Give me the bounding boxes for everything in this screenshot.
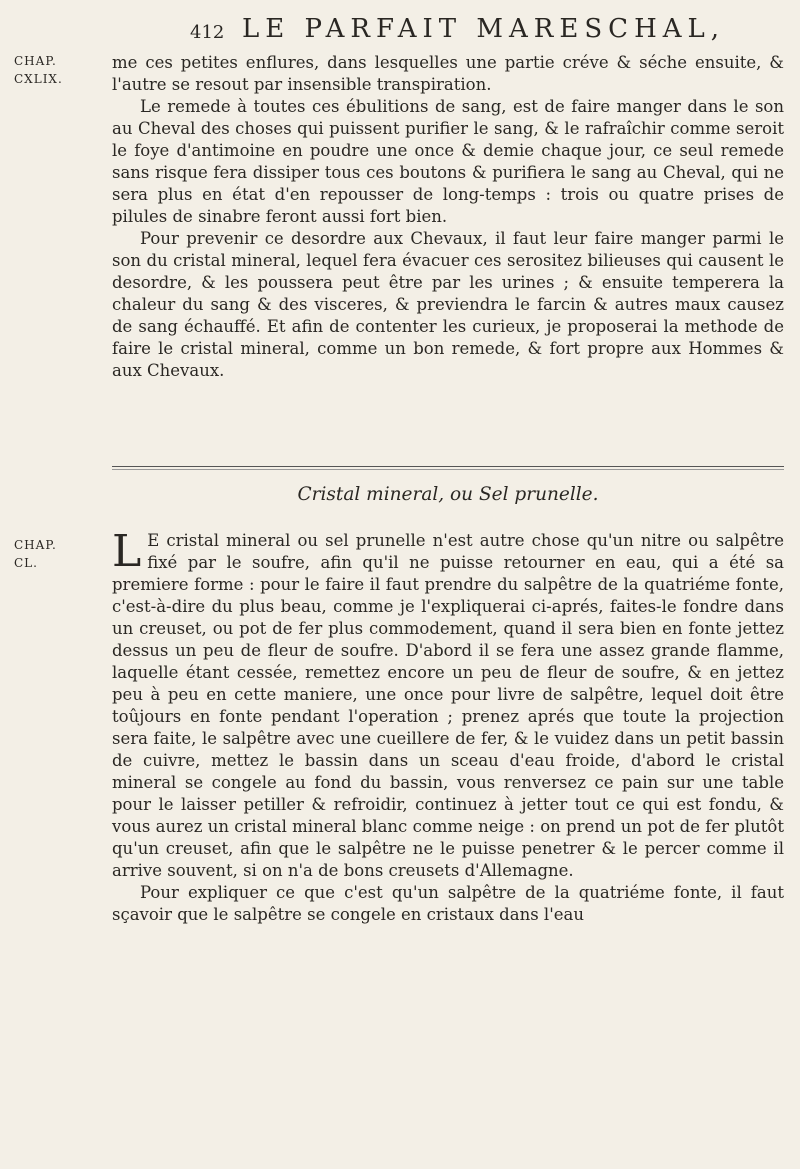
section-title: Cristal mineral, ou Sel prunelle. [297,484,599,505]
margin-note-line: CXLIX. [14,72,63,86]
margin-note-line: CL. [14,556,38,570]
text-block-lower [112,526,784,926]
section-divider [112,466,784,467]
paragraph-text: E cristal mineral ou sel prunelle n'est autre chose qu'un nitre ou salpêtre fixé par le soufre, afin qu'il ne puisse retourner en eau, qui a été sa premiere forme : pour le faire il faut prendre du salpêtre de la quatriéme fonte, c'est-à-dire du plus beau, comme je l'expliquerai ci-aprés, faites-le fondre dans un creuset, ou pot de fer plus commodement, quand il sera bien en fonte jettez dessus un peu de fleur de soufre. D'abord il se fera une assez grande flamme, laquelle étant cessée, remettez encore un peu de fleur de soufre, & en jettez peu à peu en cette maniere, une once pour livre de salpêtre, lequel doit être toûjours en fonte pendant l'operation ; prenez aprés que toute la projection sera faite, le salpêtre avec une cueillere de fer, & le vuidez dans un petit bassin de cuivre, mettez le bassin dans un sceau d'eau froide, d'abord le cristal mineral se congele au fond du bassin, vous renversez ce pain sur une table pour le laisser petiller & refroidir, continuez à jetter tout ce qui est fondu, & vous aurez un cristal mineral blanc comme neige : on prend un pot de fer plutôt qu'un creuset, afin que le salpêtre ne le puisse penetrer & le percer comme il arrive souvent, si on n'a de bons creusets d'Allemagne. [112,531,784,880]
margin-note-chapter-cl [14,536,74,572]
margin-note-chapter-cxlix [14,52,74,88]
drop-capital: L [112,526,142,577]
paragraph: Le remede à toutes ces ébulitions de sang, est de faire manger dans le son au Cheval des choses qui puissent purifier le sang, & le rafraîchir comme seroit le foye d'antimoine en poudre une once & demie chaque jour, ce seul remede sans risque fera dissiper tous ces boutons & purifiera le sang au Cheval, qui ne sera plus en état d'en repousser de long-temps : trois ou quatre prises de pilules de sinabre feront aussi fort bien. [112,97,784,226]
paragraph [112,526,784,882]
running-head: LE PARFAIT MARESCHAL, [242,14,726,44]
text-block-upper [112,52,784,382]
page-number: 412 [190,22,225,43]
paragraph: me ces petites enflures, dans lesquelles une partie créve & séche ensuite, & l'autre se resout par insensible transpiration. [112,53,784,94]
paragraph: Pour prevenir ce desordre aux Chevaux, il faut leur faire manger parmi le son du cristal mineral, lequel fera évacuer ces serositez bilieuses qui causent le desordre, & les poussera peut être par les urines ; & ensuite temperera la chaleur du sang & des visceres, & previendra le farcin & autres maux causez de sang échauffé. Et afin de contenter les curieux, je proposerai la methode de faire le cristal mineral, comme un bon remede, & fort propre aux Hommes & aux Chevaux. [112,229,784,380]
margin-note-line: CHAP. [14,538,57,552]
margin-note-line: CHAP. [14,54,57,68]
page-header [190,14,750,44]
paragraph: Pour expliquer ce que c'est qu'un salpêtre de la quatriéme fonte, il faut sçavoir que le salpêtre se congele en cristaux dans l'eau [112,883,784,924]
